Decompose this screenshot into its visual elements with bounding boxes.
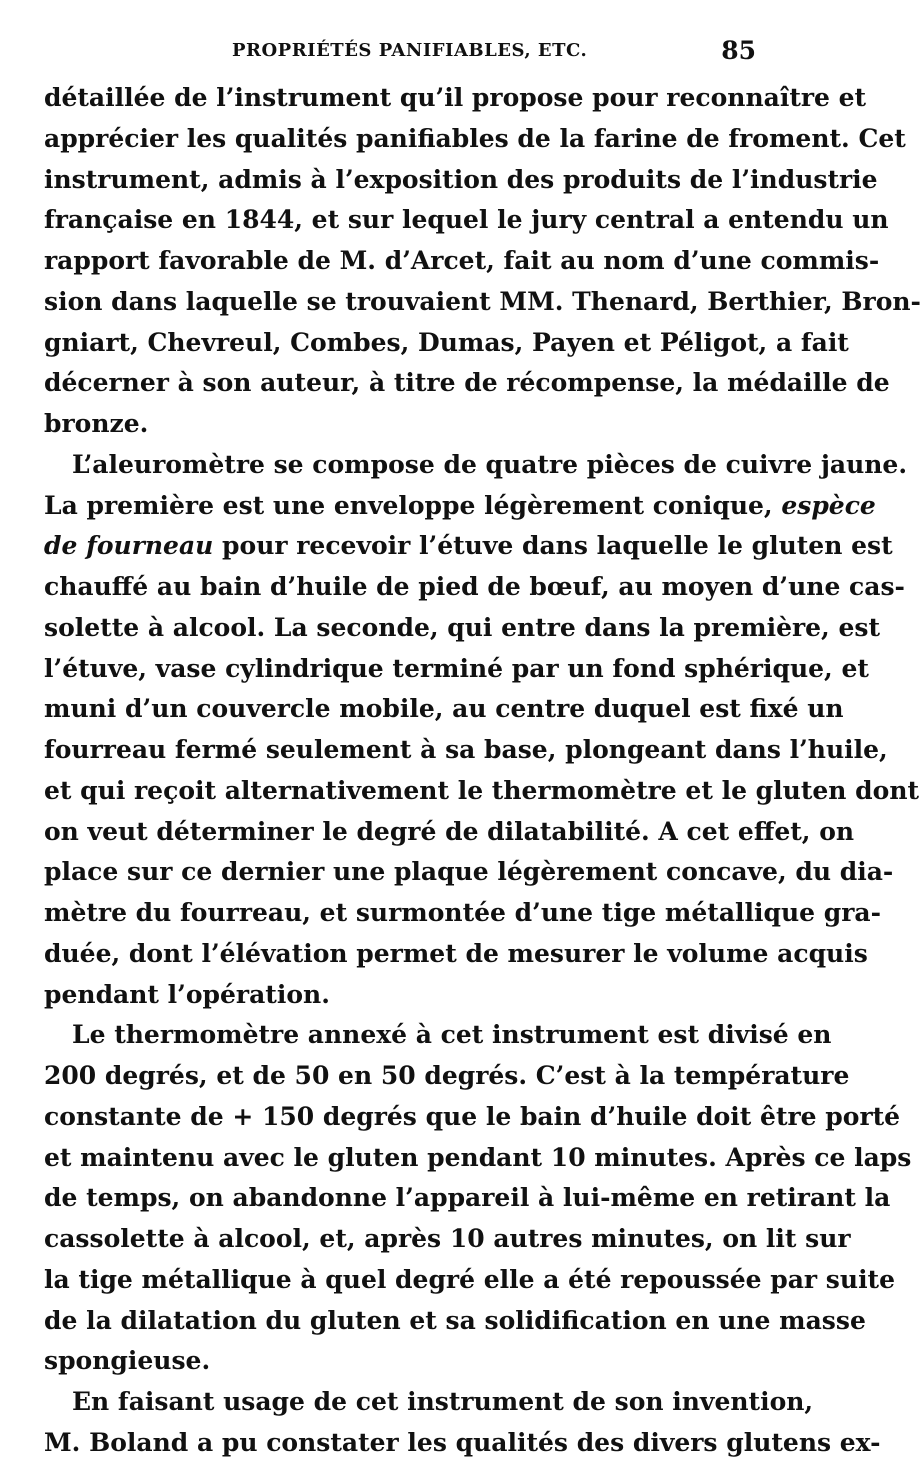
text-line: muni d’un couvercle mobile, au centre duquel est fixé un xyxy=(44,694,844,724)
text-line xyxy=(44,526,893,567)
running-title: PROPRIÉTÉS PANIFIABLES, ETC. xyxy=(232,40,588,61)
italic-segment: espèce xyxy=(781,490,876,520)
text-line: l’étuve, vase cylindrique terminé par un fond sphérique, et xyxy=(44,653,869,683)
text-line: instrument, admis à l’exposition des produits de l’industrie xyxy=(44,164,878,194)
text-line: 200 degrés, et de 50 en 50 degrés. C’est à la température xyxy=(44,1061,850,1090)
text-line: française en 1844, et sur lequel le jury central a entendu un xyxy=(44,205,889,235)
text-line: sion dans laquelle se trouvaient MM. Thenard, Berthier, Bron- xyxy=(44,286,921,316)
text-line: rapport favorable de M. d’Arcet, fait au nom d’une commis- xyxy=(44,246,880,275)
text-line: chauffé au bain d’huile de pied de bœuf, au moyen d’une cas- xyxy=(44,572,905,601)
italic-segment: de fourneau xyxy=(44,531,214,561)
text-line: duée, dont l’élévation permet de mesurer le volume acquis xyxy=(44,938,868,968)
text-line: on veut déterminer le degré de dilatabilité. A cet effet, on xyxy=(44,816,855,846)
text-line: détaillée de l’instrument qu’il propose pour reconnaître et xyxy=(44,83,867,112)
text-line: fourreau fermé seulement à sa base, plongeant dans l’huile, xyxy=(44,735,888,764)
book-page xyxy=(44,36,921,1464)
text-line: cassolette à alcool, et, après 10 autres minutes, on lit sur xyxy=(44,1224,851,1253)
text-line: En faisant usage de cet instrument de son invention, xyxy=(72,1387,814,1416)
text-line: M. Boland a pu constater les qualités des divers glutens ex- xyxy=(44,1427,881,1457)
body-text xyxy=(44,78,921,1464)
text-line: pendant l’opération. xyxy=(44,979,330,1009)
text-line: bronze. xyxy=(44,409,149,438)
text-line: mètre du fourreau, et surmontée d’une tige métallique gra- xyxy=(44,898,881,927)
text-line xyxy=(44,486,876,527)
text-line: spongieuse. xyxy=(44,1346,211,1376)
text-line: place sur ce dernier une plaque légèrement concave, du dia- xyxy=(44,857,894,887)
text-line: solette à alcool. La seconde, qui entre dans la première, est xyxy=(44,612,880,642)
page-number: 85 xyxy=(721,36,756,65)
text-line: et maintenu avec le gluten pendant 10 minutes. Après ce laps xyxy=(44,1142,912,1172)
text-line: L’aleuromètre se compose de quatre pièces de cuivre jaune. xyxy=(72,449,908,479)
text-line: et qui reçoit alternativement le thermomètre et le gluten dont xyxy=(44,775,920,805)
text-line: décerner à son auteur, à titre de récompense, la médaille de xyxy=(44,368,890,398)
text-segment: La première est une enveloppe légèrement conique, xyxy=(44,490,773,520)
text-line: Le thermomètre annexé à cet instrument est divisé en xyxy=(72,1020,832,1050)
running-head xyxy=(44,38,756,72)
text-line: constante de + 150 degrés que le bain d’huile doit être porté xyxy=(44,1101,901,1131)
text-line: la tige métallique à quel degré elle a été repoussée par suite xyxy=(44,1264,896,1294)
text-line: apprécier les qualités panifiables de la farine de froment. Cet xyxy=(44,123,906,153)
text-line: de la dilatation du gluten et sa solidification en une masse xyxy=(44,1305,866,1335)
text-line: de temps, on abandonne l’appareil à lui-même en retirant la xyxy=(44,1183,891,1213)
text-line: gniart, Chevreul, Combes, Dumas, Payen et Péligot, a fait xyxy=(44,327,849,357)
text-segment: pour recevoir l’étuve dans laquelle le gluten est xyxy=(222,531,893,561)
